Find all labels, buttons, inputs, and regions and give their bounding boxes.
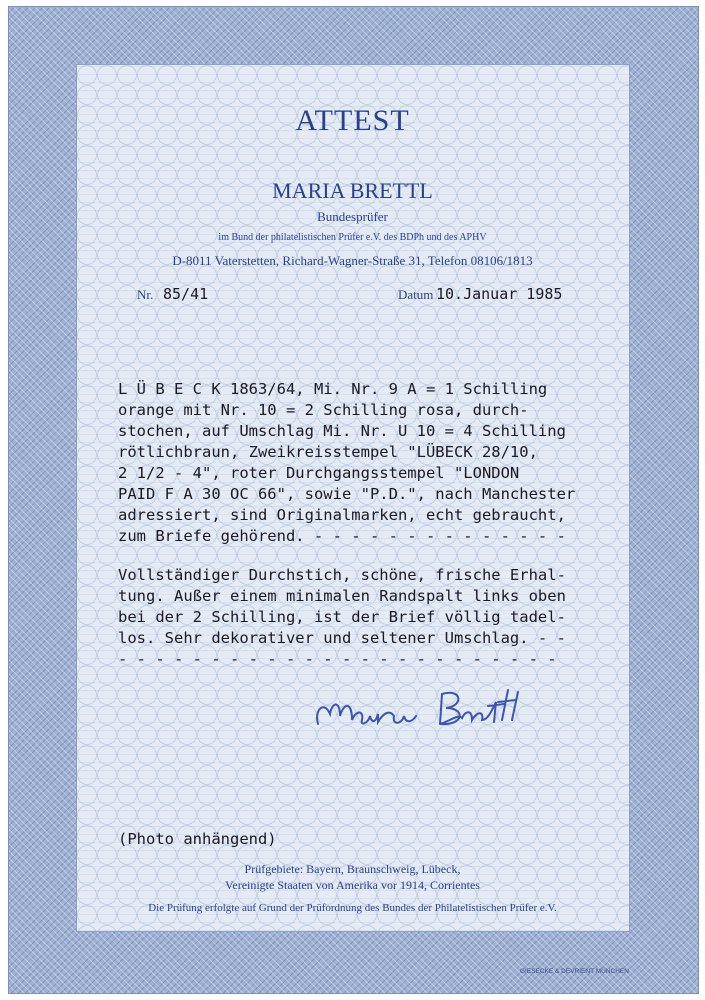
expertise-areas-line1: Prüfgebiete: Bayern, Braunschweig, Lübeck, [244, 862, 461, 876]
certificate-number: 85/41 [163, 285, 209, 303]
printer-imprint: GIESECKE & DEVRIENT MÜNCHEN [520, 968, 629, 975]
text-line: adressiert, sind Originalmarken, echt gebraucht, [118, 506, 566, 524]
certificate-date: 10.Januar 1985 [436, 285, 563, 303]
examiner-name: MARIA BRETTL [272, 178, 433, 203]
date-label: Datum [398, 287, 434, 302]
text-line: L Ü B E C K 1863/64, Mi. Nr. 9 A = 1 Schilling [118, 380, 548, 398]
expertise-areas-line2: Vereinigte Staaten von Amerika vor 1914, Corrientes [225, 878, 480, 892]
text-line: los. Sehr dekorativer und seltener Umschlag. - - [118, 629, 566, 647]
examiner-address: D-8011 Vaterstetten, Richard-Wagner-Straße 31, Telefon 08106/1813 [172, 253, 533, 268]
photo-note: (Photo anhängend) [118, 830, 277, 848]
attest-title: ATTEST [295, 104, 410, 137]
text-line: PAID F A 30 OC 66", sowie "P.D.", nach Manchester [118, 485, 576, 503]
text-line: stochen, auf Umschlag Mi. Nr. U 10 = 4 Schilling [118, 422, 566, 440]
examiner-role: Bundesprüfer [317, 209, 388, 224]
number-label: Nr. [137, 287, 154, 302]
text-line: - - - - - - - - - - - - - - - - - - - - - - - - [118, 650, 557, 668]
text-line: 2 1/2 - 4", roter Durchgangsstempel "LONDON [118, 464, 520, 482]
text-line: rötlichbraun, Zweikreisstempel "LÜBECK 28/10, [118, 443, 538, 461]
examiner-affiliation: im Bund der philatelistischen Prüfer e.V. des BDPh und des APHV [218, 232, 487, 243]
handwritten-signature [312, 680, 542, 740]
text-line: Vollständiger Durchstich, schöne, frische Erhal- [118, 566, 566, 584]
examination-rules-note: Die Prüfung erfolgte auf Grund der Prüfordnung des Bundes der Philatelistischen Prüfer e.V. [148, 902, 557, 914]
text-line: bei der 2 Schilling, ist der Brief völlig tadel- [118, 608, 566, 626]
text-line: zum Briefe gehörend. - - - - - - - - - - - - - - [118, 527, 566, 545]
text-line: tung. Außer einem minimalen Randspalt links oben [118, 587, 566, 605]
text-line: orange mit Nr. 10 = 2 Schilling rosa, durch- [118, 401, 529, 419]
